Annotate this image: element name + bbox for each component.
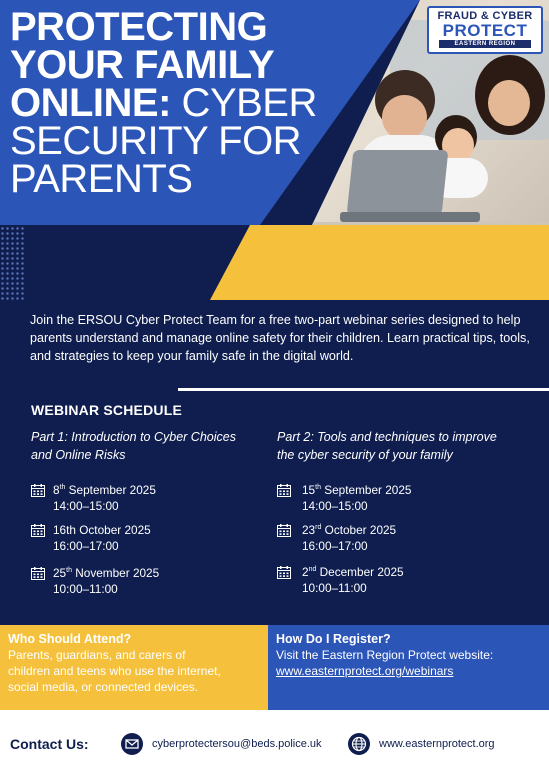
logo-line-3: EASTERN REGION xyxy=(439,40,531,48)
session-time: 16:00–17:00 xyxy=(53,539,119,553)
email-icon xyxy=(121,733,143,755)
who-should-attend-box xyxy=(0,625,268,710)
session-day: 23 xyxy=(302,523,316,537)
logo-line-1: FRAUD & CYBER xyxy=(437,10,533,22)
calendar-icon xyxy=(31,567,45,580)
hero-section xyxy=(0,0,549,300)
session-text xyxy=(53,565,159,597)
logo-line-2: PROTECT xyxy=(442,21,528,40)
title-line-2: YOUR FAMILY xyxy=(10,43,275,87)
how-to-register-box xyxy=(268,625,549,710)
session-month: November 2025 xyxy=(71,566,160,580)
session-text xyxy=(302,482,411,514)
title-line-1: PROTECTING xyxy=(10,5,268,49)
part1-title-line1: Part 1: Introduction to Cyber Choices xyxy=(31,430,236,444)
part1-session-2 xyxy=(31,522,251,554)
attend-line-2: children and teens who use the internet, xyxy=(8,664,221,678)
attend-heading: Who Should Attend? xyxy=(8,632,132,646)
dot-pattern xyxy=(0,226,24,300)
yellow-accent-band xyxy=(210,225,549,300)
session-day: 15 xyxy=(302,483,316,497)
part2-title-line1: Part 2: Tools and techniques to improve xyxy=(277,430,497,444)
session-day: 16th October 2025 xyxy=(53,523,151,537)
photo-mother-face xyxy=(488,80,530,126)
session-text xyxy=(53,482,156,514)
schedule-heading: WEBINAR SCHEDULE xyxy=(31,402,182,418)
calendar-icon xyxy=(277,566,291,579)
title-line-4: SECURITY FOR xyxy=(10,119,302,163)
part2-session-3 xyxy=(277,564,517,596)
attend-line-3: social media, or connected devices. xyxy=(8,680,199,694)
session-suffix: rd xyxy=(315,524,322,532)
session-suffix: th xyxy=(66,567,72,575)
session-time: 10:00–11:00 xyxy=(53,582,118,596)
session-month: September 2025 xyxy=(65,483,156,497)
fraud-cyber-protect-logo xyxy=(427,6,543,54)
session-suffix: th xyxy=(59,484,66,492)
part2-session-1 xyxy=(277,482,517,514)
session-day: 25 xyxy=(53,566,67,580)
session-suffix: nd xyxy=(308,566,317,574)
title-line-5: PARENTS xyxy=(10,157,193,201)
calendar-icon xyxy=(277,484,291,497)
divider-line xyxy=(178,388,549,391)
part2-title xyxy=(277,428,537,464)
calendar-icon xyxy=(31,524,45,537)
register-link[interactable]: www.easternprotect.org/webinars xyxy=(276,664,454,678)
intro-paragraph: Join the ERSOU Cyber Protect Team for a free two-part webinar series designed to help parents understand and manage online safety for their children. Learn practical tips, tools, and strategies to keep your family safe in the digital world. xyxy=(30,313,530,363)
photo-laptop-base xyxy=(340,212,480,222)
session-time: 14:00–15:00 xyxy=(302,499,368,513)
session-text xyxy=(302,564,404,596)
calendar-icon xyxy=(31,484,45,497)
session-month: December 2025 xyxy=(316,565,404,579)
session-suffix: th xyxy=(315,484,321,492)
session-text xyxy=(53,522,151,554)
photo-father-face xyxy=(382,95,427,140)
calendar-icon xyxy=(277,524,291,537)
part1-title-line2: and Online Risks xyxy=(31,448,126,462)
title-line-3-light: CYBER xyxy=(170,81,317,125)
part2-session-2 xyxy=(277,522,517,554)
contact-bar xyxy=(0,710,549,774)
session-month: October 2025 xyxy=(321,523,397,537)
attend-line-1: Parents, guardians, and carers of xyxy=(8,648,186,662)
contact-heading: Contact Us: xyxy=(10,736,89,752)
session-day: 8 xyxy=(53,483,60,497)
title-line-3-bold: ONLINE: xyxy=(10,81,171,125)
email-glyph xyxy=(121,733,143,755)
session-month: September 2025 xyxy=(320,483,412,497)
register-line-1: Visit the Eastern Region Protect website: xyxy=(276,648,494,662)
session-time: 14:00–15:00 xyxy=(53,499,119,513)
contact-email[interactable]: cyberprotectersou@beds.police.uk xyxy=(152,738,322,750)
session-time: 10:00–11:00 xyxy=(302,581,367,595)
title-line-3 xyxy=(10,81,340,125)
session-time: 16:00–17:00 xyxy=(302,539,368,553)
part1-session-1 xyxy=(31,482,251,514)
register-heading: How Do I Register? xyxy=(276,632,391,646)
globe-icon xyxy=(348,733,370,755)
session-text xyxy=(302,522,396,554)
session-day: 2 xyxy=(302,565,309,579)
contact-website[interactable]: www.easternprotect.org xyxy=(379,738,495,750)
globe-glyph xyxy=(348,733,370,755)
photo-laptop xyxy=(347,150,449,215)
part1-session-3 xyxy=(31,565,251,597)
page-title xyxy=(10,5,340,201)
part2-title-line2: the cyber security of your family xyxy=(277,448,453,462)
part1-title xyxy=(31,428,271,464)
